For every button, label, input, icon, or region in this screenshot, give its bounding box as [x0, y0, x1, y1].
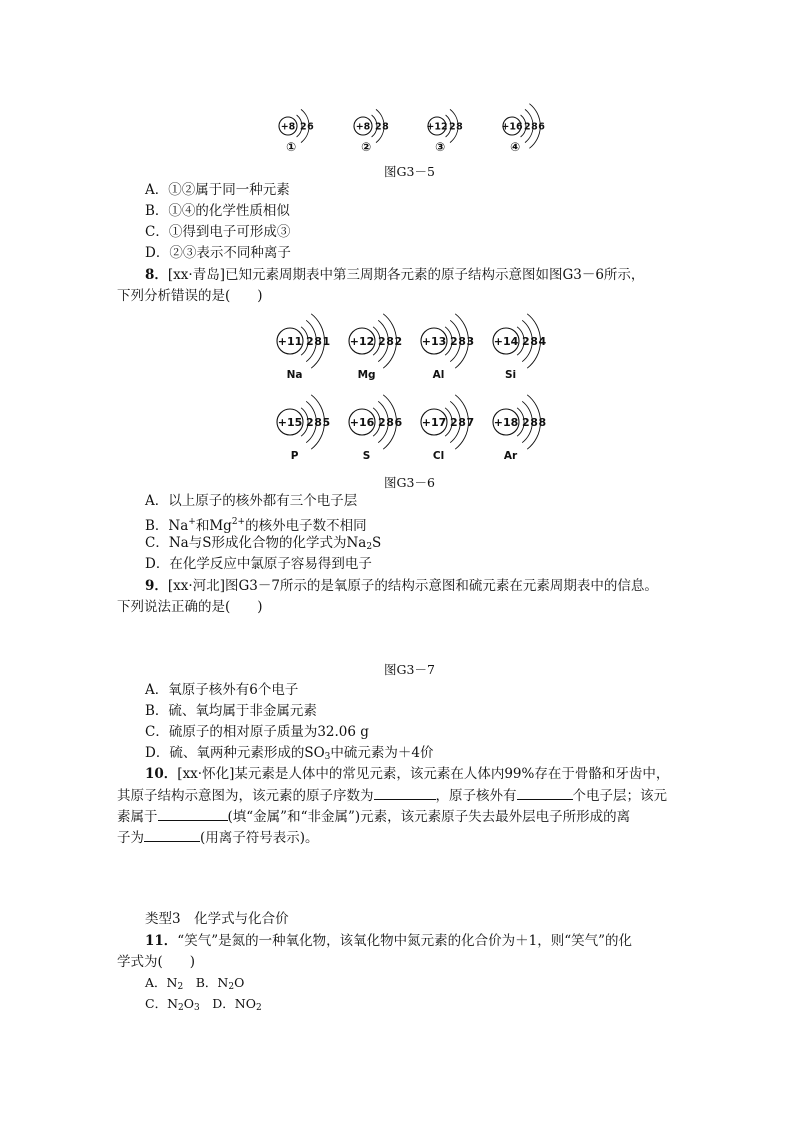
fig5-atom-3 [501, 104, 545, 154]
electron-count: 2 [378, 415, 386, 429]
atom-label: ④ [510, 140, 521, 154]
q8-option-c-part2: S [372, 535, 382, 551]
q8-option-c-sub: 2 [366, 542, 373, 552]
fig5-atom-2 [426, 109, 463, 154]
atom-diagrams [0, 0, 794, 480]
fig6-atom-2 [421, 314, 474, 381]
atom-label: ① [286, 140, 297, 154]
electron-count: 8 [538, 415, 547, 429]
q11-option-d-text: D．NO [199, 996, 256, 1011]
electron-count: 2 [394, 334, 403, 348]
fig6-atom-6 [421, 395, 474, 462]
fig6-atom-4 [277, 395, 330, 462]
electron-count: 1 [322, 334, 331, 348]
electron-count: 6 [538, 121, 545, 133]
nucleus-charge: +13 [421, 334, 447, 348]
q10-line2-c: 个电子层；该元 [572, 788, 667, 804]
electron-count: 8 [456, 121, 463, 133]
q11-option-a-text: A．N [145, 975, 178, 990]
q8-option-d: D．在化学反应中氯原子容易得到电子 [145, 556, 372, 572]
q8-option-b-part2: 和Mg [195, 518, 232, 534]
figure-caption-g3-5: 图G3－5 [384, 164, 435, 179]
q8-option-b-sup2: 2+ [231, 517, 246, 527]
q10-line4-b: (用离子符号表示)。 [200, 830, 319, 846]
q11-number: 11． [145, 933, 178, 949]
atom-label: Al [432, 369, 445, 381]
q10-stem-line4 [117, 827, 319, 848]
q8-option-b-part1: B．Na [145, 518, 189, 534]
q9-option-d-sub: 3 [324, 752, 331, 762]
atom-label: Ar [503, 450, 518, 462]
q11-stem-line1 [145, 931, 632, 951]
fig5-atom-0 [279, 109, 314, 154]
q9-option-d-part2: 中硫元素为＋4价 [330, 745, 434, 761]
electron-count: 8 [314, 334, 322, 348]
q10-blank-shell-count[interactable] [517, 785, 573, 800]
q9-stem-line2: 下列说法正确的是( ) [117, 599, 263, 615]
electron-count: 2 [378, 334, 386, 348]
q8-option-b-part3: 的核外电子数不相同 [245, 518, 367, 534]
electron-count: 3 [466, 334, 475, 348]
atom-label: Na [286, 369, 303, 381]
q11-option-b-end: O [234, 975, 245, 990]
electron-count: 2 [306, 334, 314, 348]
electron-count: 6 [307, 121, 314, 133]
electron-count: 8 [386, 415, 394, 429]
electron-count: 4 [538, 334, 547, 348]
q10-number: 10． [145, 766, 178, 782]
figure-caption-g3-6: 图G3－6 [384, 475, 435, 490]
q8-stem-text: [xx·青岛]已知元素周期表中第三周期各元素的原子结构示意图如图G3－6所示， [167, 267, 645, 283]
q8-stem-line1 [145, 265, 644, 285]
atom-label: ② [361, 140, 372, 154]
nucleus-charge: +16 [349, 415, 375, 429]
q9-option-c: C．硫原子的相对原子质量为32.06 g [145, 724, 369, 740]
q10-line2-a: 其原子结构示意图为，该元素的原子序数为 [117, 788, 374, 804]
nucleus-charge: +16 [501, 121, 523, 133]
nucleus-charge: +8 [280, 121, 296, 133]
q10-stem-text: [xx·怀化]某元素是人体中的常见元素，该元素在人体内99%存在于骨骼和牙齿中， [177, 766, 670, 782]
figure-caption-g3-7: 图G3－7 [384, 662, 435, 677]
q11-option-c-sub2: 3 [194, 1003, 200, 1013]
nucleus-charge: +18 [493, 415, 519, 429]
q9-option-a: A．氧原子核外有6个电子 [145, 682, 299, 698]
q10-blank-metal-type[interactable] [158, 806, 228, 821]
electron-count: 2 [522, 334, 530, 348]
q11-option-c-sub1: 2 [178, 1003, 184, 1013]
electron-count: 2 [450, 415, 458, 429]
q8-stem-line2: 下列分析错误的是( ) [117, 288, 263, 304]
electron-count: 2 [300, 121, 307, 133]
nucleus-charge: +15 [277, 415, 303, 429]
q9-option-b: B．硫、氧均属于非金属元素 [145, 703, 317, 719]
electron-count: 2 [524, 121, 531, 133]
electron-count: 6 [394, 415, 403, 429]
nucleus-charge: +17 [421, 415, 447, 429]
atom-label: Cl [432, 450, 445, 462]
q11-option-b-text: B．N [183, 975, 229, 990]
electron-count: 8 [530, 334, 538, 348]
q11-option-c-mid: O [183, 996, 194, 1011]
electron-count: 8 [531, 121, 538, 133]
electron-count: 8 [386, 334, 394, 348]
q11-stem-text: “笑气”是氮的一种氧化物，该氧化物中氮元素的化合价为＋1，则“笑气”的化 [177, 933, 632, 949]
section-title-type3: 类型3 化学式与化合价 [145, 911, 289, 927]
electron-count: 5 [322, 415, 331, 429]
electron-count: 2 [522, 415, 530, 429]
q11-option-a-sub: 2 [177, 982, 184, 992]
q7-option-b: B．①④的化学性质相似 [145, 203, 290, 219]
q9-stem-text: [xx·河北]图G3－7所示的是氧原子的结构示意图和硫元素在元素周期表中的信息。 [167, 578, 658, 594]
q7-option-c: C．①得到电子可形成③ [145, 224, 291, 240]
q11-option-d-sub: 2 [255, 1003, 262, 1013]
electron-count: 8 [458, 415, 466, 429]
q8-option-c-part1: C．Na与S形成化合物的化学式为Na [145, 535, 367, 551]
nucleus-charge: +14 [493, 334, 519, 348]
fig6-atom-0 [277, 314, 330, 381]
q10-line2-b: ，原子核外有 [435, 788, 517, 804]
q7-option-d: D．②③表示不同种离子 [145, 245, 291, 261]
fig6-atom-7 [493, 395, 546, 462]
q10-line3-a: 素属于 [117, 809, 158, 825]
q8-number: 8． [145, 267, 168, 283]
electron-count: 2 [306, 415, 314, 429]
nucleus-charge: +11 [277, 334, 303, 348]
q9-number: 9． [145, 578, 168, 594]
nucleus-charge: +12 [349, 334, 375, 348]
fig6-atom-3 [493, 314, 547, 381]
q11-option-c-text: C．N [145, 996, 179, 1011]
nucleus-charge: +8 [355, 121, 371, 133]
electron-count: 8 [382, 121, 389, 133]
q10-line3-b: (填“金属”和“非金属”)元素，该元素原子失去最外层电子所形成的离 [227, 809, 631, 825]
electron-count: 8 [530, 415, 538, 429]
electron-count: 8 [458, 334, 466, 348]
electron-count: 8 [314, 415, 322, 429]
q10-stem-line2 [117, 785, 667, 806]
fig5-atom-1 [354, 109, 389, 154]
electron-count: 2 [449, 121, 456, 133]
q8-option-b-sup1: + [188, 517, 196, 527]
q10-stem-line1 [145, 764, 669, 784]
q9-option-d-part1: D．硫、氧两种元素形成的SO [145, 745, 325, 761]
atom-label: Si [504, 369, 517, 381]
q11-option-cd [145, 994, 262, 1018]
fig6-atom-5 [349, 395, 403, 462]
electron-count: 2 [450, 334, 458, 348]
q10-line4-a: 子为 [117, 830, 144, 846]
q10-blank-atomic-number[interactable] [374, 785, 436, 800]
electron-count: 2 [375, 121, 382, 133]
q11-option-b-sub: 2 [228, 982, 235, 992]
q10-blank-ion-symbol[interactable] [144, 827, 200, 842]
nucleus-charge: +12 [426, 121, 448, 133]
q7-option-a: A．①②属于同一种元素 [145, 182, 290, 198]
atom-label: S [362, 450, 371, 462]
q11-stem-line2: 学式为( ) [117, 954, 196, 970]
q9-stem-line1 [145, 576, 658, 596]
electron-count: 7 [466, 415, 475, 429]
q8-option-a: A．以上原子的核外都有三个电子层 [145, 493, 358, 509]
q10-stem-line3 [117, 806, 630, 827]
fig6-atom-1 [349, 314, 402, 381]
atom-label: ③ [435, 140, 446, 154]
atom-label: P [290, 450, 299, 462]
atom-label: Mg [357, 369, 376, 381]
